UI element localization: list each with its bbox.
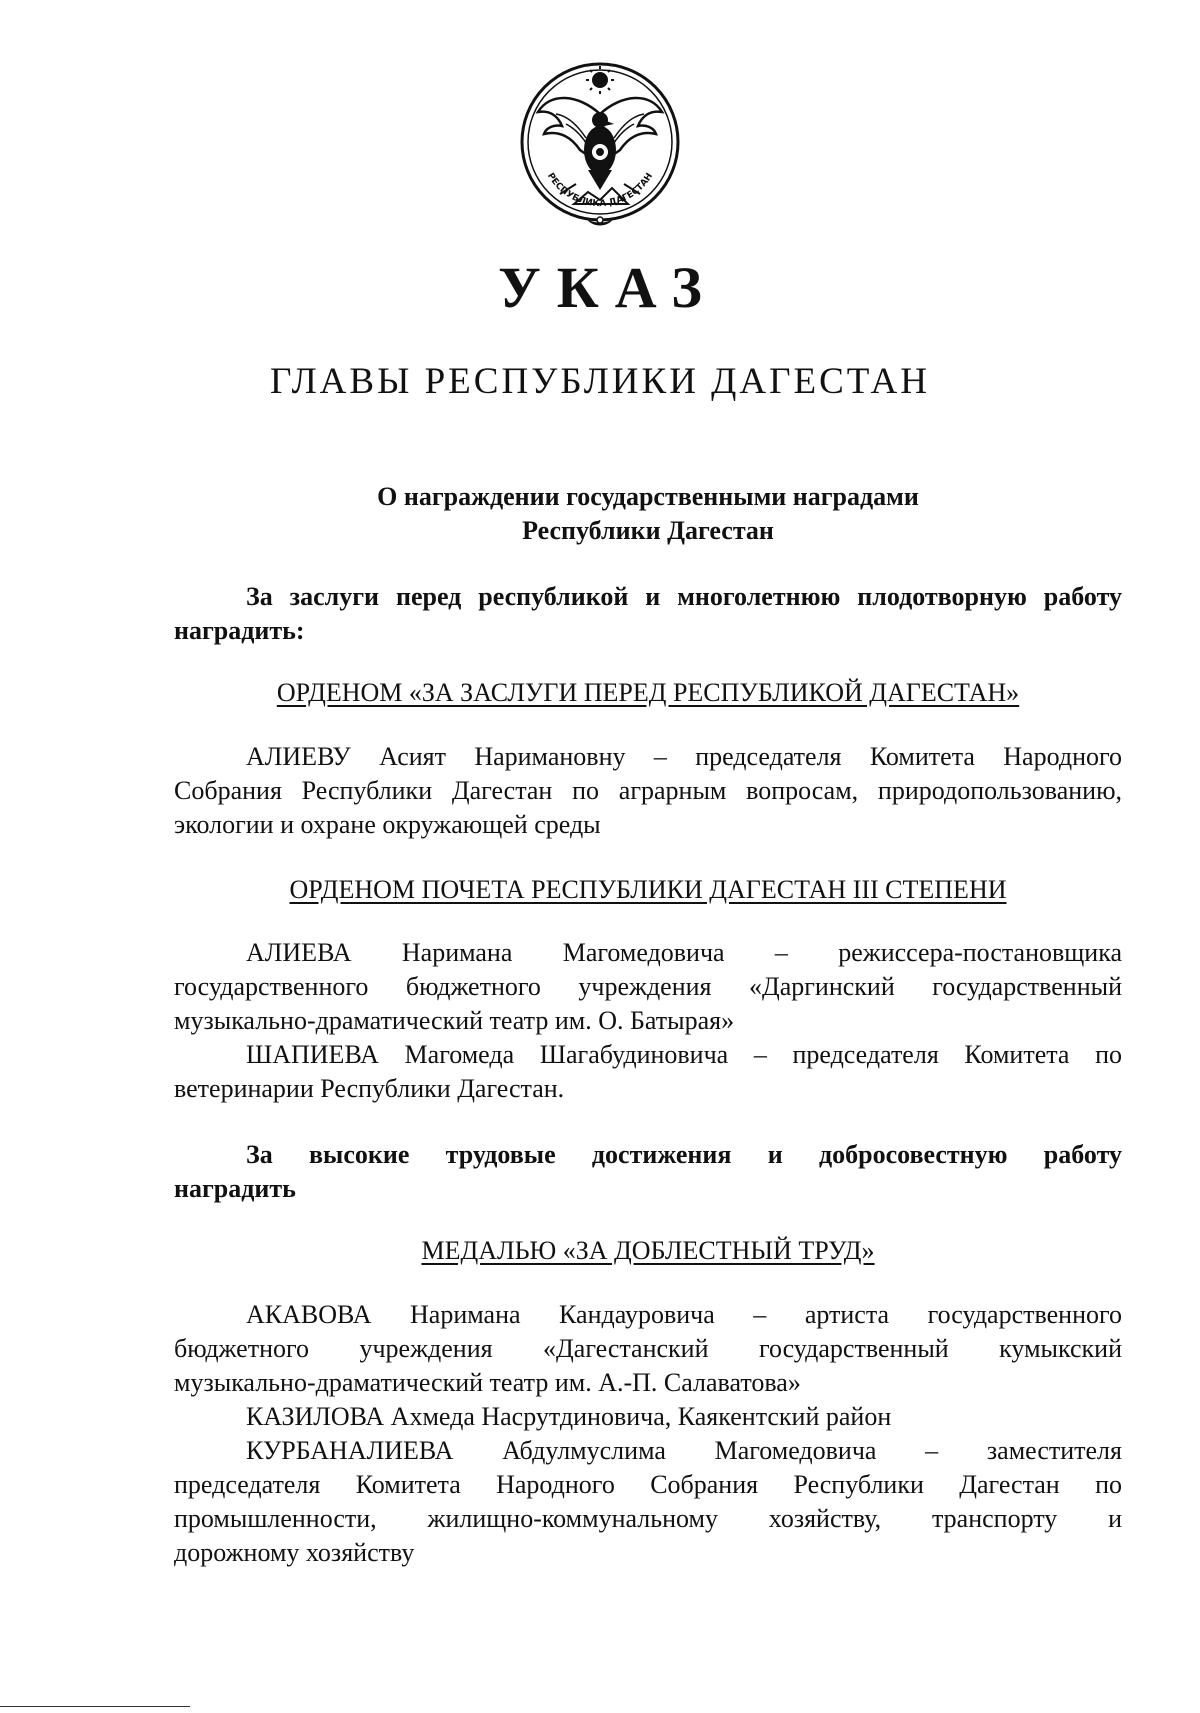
award-recipient-entry xyxy=(174,1298,1122,1400)
subject-line-1: О награждении государственными наградами xyxy=(377,482,919,511)
award-recipient-entry xyxy=(174,1400,1122,1434)
entry-line: АЛИЕВА Наримана Магомедовича – режиссера-постановщика xyxy=(246,938,1122,967)
emblem-ring-text: РЕСПУБЛИКА ДАГЕСТАН xyxy=(544,171,656,210)
entry-line: бюджетного учреждения «Дагестанский государственный кумыкский xyxy=(174,1334,1122,1363)
award-heading-text: ОРДЕНОМ «ЗА ЗАСЛУГИ ПЕРЕД РЕСПУБЛИКОЙ ДАГЕСТАН» xyxy=(276,678,1020,707)
award-recipient-entry xyxy=(174,936,1122,1038)
entry-line: дорожному хозяйству xyxy=(174,1538,415,1567)
entry-line: экологии и охране окружающей среды xyxy=(174,810,601,839)
section-1-intro xyxy=(174,580,1122,648)
entry-line: ветеринарии Республики Дагестан. xyxy=(174,1074,565,1103)
award-recipient-entry xyxy=(174,1038,1122,1106)
award-heading xyxy=(174,873,1122,907)
award-recipient-entry xyxy=(174,740,1122,842)
entry-line: промышленности, жилищно-коммунальному хозяйству, транспорту и xyxy=(174,1504,1122,1533)
entry-line: АКАВОВА Наримана Кандауровича – артиста государственного xyxy=(246,1300,1122,1329)
entry-line: КАЗИЛОВА Ахмеда Насрутдиновича, Каякентский район xyxy=(246,1402,892,1431)
coat-of-arms xyxy=(516,54,684,230)
section-1-intro-line-2: наградить: xyxy=(174,616,305,645)
scan-edge-line xyxy=(0,1706,190,1707)
entry-line: музыкально-драматический театр им. А.-П. Салаватова» xyxy=(174,1368,801,1397)
entry-line: музыкально-драматический театр им. О. Батырая» xyxy=(174,1006,735,1035)
entry-line: председателя Комитета Народного Собрания Республики Дагестан по xyxy=(174,1470,1122,1499)
entry-line: КУРБАНАЛИЕВА Абдулмуслима Магомедовича – заместителя xyxy=(246,1436,1122,1465)
decree-subject xyxy=(174,480,1122,548)
award-recipient-entry xyxy=(174,1434,1122,1570)
section-2-intro-line-1: За высокие трудовые достижения и добросовестную работу xyxy=(246,1140,1122,1169)
award-heading xyxy=(174,676,1122,710)
dagestan-coat-of-arms-icon xyxy=(516,54,684,230)
entry-line: государственного бюджетного учреждения «Даргинский государственный xyxy=(174,972,1122,1001)
award-heading-text: ОРДЕНОМ ПОЧЕТА РЕСПУБЛИКИ ДАГЕСТАН III СТЕПЕНИ xyxy=(289,875,1007,904)
entry-line: Собрания Республики Дагестан по аграрным вопросам, природопользованию, xyxy=(174,776,1122,805)
document-title: УКАЗ xyxy=(498,255,718,320)
award-heading-text: МЕДАЛЬЮ «ЗА ДОБЛЕСТНЫЙ ТРУД» xyxy=(421,1236,875,1265)
section-1-intro-line-1: За заслуги перед республикой и многолетнюю плодотворную работу xyxy=(246,582,1122,611)
entry-line: АЛИЕВУ Асият Наримановну – председателя Комитета Народного xyxy=(246,742,1122,771)
section-2-intro-line-2: наградить xyxy=(174,1174,296,1203)
entry-line: ШАПИЕВА Магомеда Шагабудиновича – председателя Комитета по xyxy=(246,1040,1122,1069)
subject-line-2: Республики Дагестан xyxy=(522,516,774,545)
document-subtitle: ГЛАВЫ РЕСПУБЛИКИ ДАГЕСТАН xyxy=(269,361,930,402)
section-2-intro xyxy=(174,1138,1122,1206)
award-heading xyxy=(174,1234,1122,1268)
